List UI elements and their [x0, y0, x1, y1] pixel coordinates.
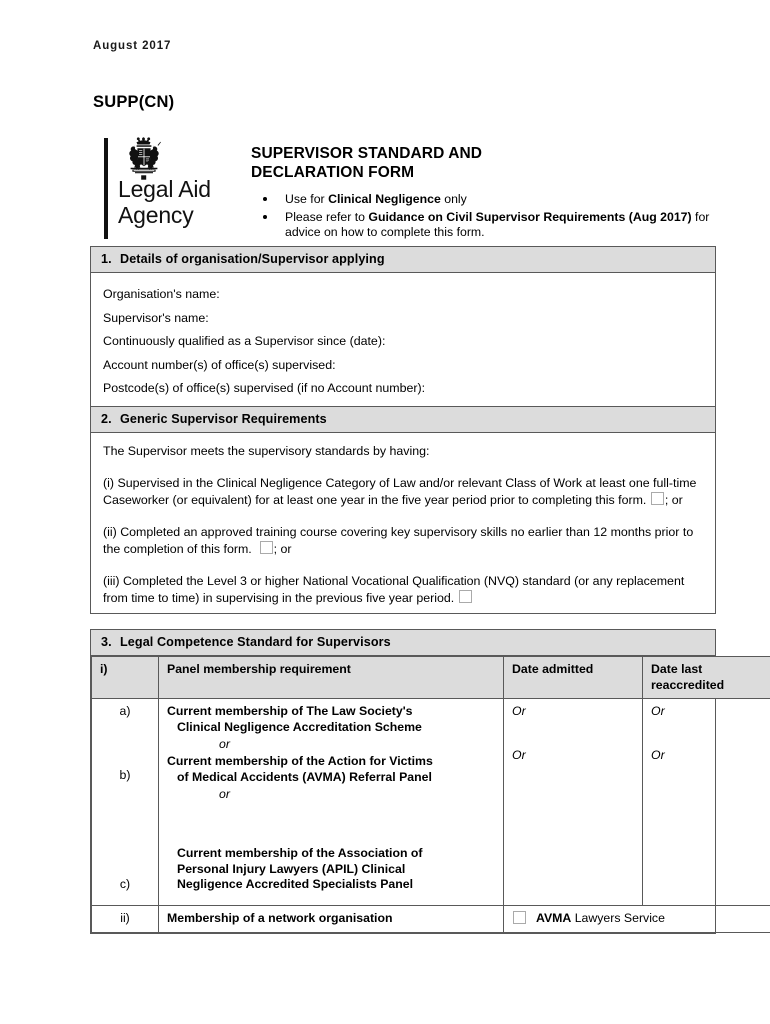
section-1-body — [91, 273, 715, 413]
section-1-title: Details of organisation/Supervisor applying — [120, 252, 385, 266]
requirement-iii-checkbox[interactable] — [459, 590, 472, 603]
section-2-generic-supervisor-requirements — [90, 406, 716, 614]
requirement-i-checkbox[interactable] — [651, 492, 664, 505]
section-2-header — [91, 407, 715, 433]
logo-vertical-rule — [104, 138, 108, 239]
section-2-title: Generic Supervisor Requirements — [120, 412, 327, 426]
field-label-account-numbers: Account number(s) of office(s) supervised: — [103, 357, 336, 372]
date-admitted-or-1: Or — [512, 704, 526, 718]
section-2-body — [91, 433, 715, 613]
requirement-ii-checkbox[interactable] — [260, 541, 273, 554]
section-2-number: 2. — [101, 412, 112, 426]
bullet-icon — [263, 215, 267, 219]
form-title-line2: DECLARATION FORM — [251, 164, 415, 181]
connector-or-a: or — [219, 737, 230, 751]
section-1-number: 1. — [101, 252, 112, 266]
logo-wordmark — [118, 176, 211, 228]
date-last-reaccredited-or-1: Or — [651, 704, 665, 718]
document-date: August 2017 — [93, 40, 172, 52]
table-body — [92, 699, 770, 933]
form-title-block — [251, 144, 717, 243]
requirement-c-line2: Personal Injury Lawyers (APIL) Clinical — [177, 861, 406, 876]
requirement-c-line1: Current membership of the Association of — [177, 846, 423, 860]
logo-wordmark-line2: Agency — [118, 202, 194, 228]
requirement-a-line2: Clinical Negligence Accreditation Scheme — [177, 719, 422, 734]
avma-service-label: Lawyers Service — [571, 911, 665, 925]
section-3-number: 3. — [101, 635, 112, 649]
date-last-reaccredited-cell[interactable] — [643, 699, 770, 906]
row-index-b-label: b) — [119, 767, 131, 782]
requirement-i-text: (i) Supervised in the Clinical Negligence Category of Law and/or relevant Class of Work at least one full-time Caseworker (or equivalent) for at least one year in the five year period prior to completing this form. — [103, 475, 697, 507]
network-organisation-requirement: Membership of a network organisation — [159, 906, 504, 933]
field-label-qualified-since: Continuously qualified as a Supervisor since (date): — [103, 334, 386, 348]
masthead — [93, 136, 717, 240]
list-item — [251, 192, 717, 208]
document-code: SUPP(CN) — [93, 93, 175, 111]
legal-competence-table — [91, 656, 770, 933]
form-instructions-list — [251, 192, 717, 241]
requirement-item-i — [103, 475, 703, 510]
date-admitted-or-2: Or — [512, 748, 526, 762]
avma-lawyers-service-checkbox[interactable] — [513, 911, 526, 924]
bullet-bold: Guidance on Civil Supervisor Requirements (Aug 2017) — [368, 209, 692, 224]
section-3-title: Legal Competence Standard for Supervisors — [120, 635, 391, 649]
form-title-line1: SUPERVISOR STANDARD AND — [251, 145, 483, 162]
requirement-a-line1: Current membership of The Law Society's — [167, 704, 413, 718]
requirement-iii-text: (iii) Completed the Level 3 or higher National Vocational Qualification (NVQ) standard (or any replacement from time to time) in supervising in the previous five year period. — [103, 573, 685, 605]
spacer — [103, 559, 703, 573]
connector-or-b: or — [219, 787, 230, 801]
table-header-row — [92, 657, 770, 699]
column-header-dlr-line2: reaccredited — [651, 677, 725, 692]
avma-label: AVMA — [536, 911, 572, 925]
network-service-cell[interactable] — [504, 906, 770, 933]
row-index-a — [92, 699, 159, 906]
requirement-item-ii — [103, 524, 703, 559]
requirement-ii-suffix: ; or — [273, 542, 292, 556]
field-label-organisation-name: Organisation's name: — [103, 287, 220, 301]
field-label-postcodes: Postcode(s) of office(s) supervised (if no Account number): — [103, 381, 426, 395]
field-label-supervisor-name: Supervisor's name: — [103, 310, 209, 325]
spacer — [103, 510, 703, 524]
column-header-date-admitted: Date admitted — [504, 657, 643, 699]
requirement-i-suffix: ; or — [664, 493, 683, 507]
legal-aid-agency-logo — [93, 136, 253, 240]
section-1-header — [91, 247, 715, 273]
bullet-prefix: Use for — [285, 192, 329, 206]
column-header-panel-membership-requirement: Panel membership requirement — [159, 657, 504, 699]
requirement-item-iii — [103, 573, 703, 608]
column-header-dlr-line1: Date last — [651, 662, 703, 676]
section-3-header — [91, 630, 715, 656]
table-header — [92, 657, 770, 699]
requirement-c-line3: Negligence Accredited Specialists Panel — [177, 877, 414, 891]
section-3-legal-competence-standard — [90, 629, 725, 934]
row-index-ii: ii) — [92, 906, 159, 933]
bullet-icon — [263, 197, 267, 201]
table-row — [92, 906, 770, 933]
column-header-date-last-reaccredited — [643, 657, 770, 699]
table-row — [92, 699, 770, 906]
royal-coat-of-arms-icon — [121, 136, 167, 180]
requirement-b-line2: of Medical Accidents (AVMA) Referral Panel — [177, 769, 432, 784]
date-admitted-cell[interactable] — [504, 699, 643, 906]
panel-membership-requirements-cell — [159, 699, 504, 906]
requirement-ii-text: (ii) Completed an approved training course covering key supervisory skills no earlier than 12 months prior to the completion of this form. — [103, 524, 694, 556]
date-last-reaccredited-or-2: Or — [651, 748, 665, 762]
section-1-details-of-organisation — [90, 246, 716, 414]
logo-wordmark-line1: Legal Aid — [118, 176, 211, 202]
bullet-suffix: only — [440, 192, 467, 206]
bullet-suffix: for advice on how to complete this form. — [285, 209, 710, 239]
bullet-bold: Clinical Negligence — [328, 192, 441, 206]
section-2-intro: The Supervisor meets the supervisory standards by having: — [103, 444, 430, 458]
form-title — [251, 144, 717, 182]
row-index-a-label: a) — [119, 704, 131, 718]
requirement-b-line1: Current membership of the Action for Victims — [167, 754, 433, 768]
column-header-index: i) — [92, 657, 159, 699]
spacer — [103, 461, 703, 475]
bullet-prefix: Please refer to — [285, 209, 369, 224]
row-index-c-label: c) — [119, 877, 131, 891]
list-item — [251, 210, 717, 241]
